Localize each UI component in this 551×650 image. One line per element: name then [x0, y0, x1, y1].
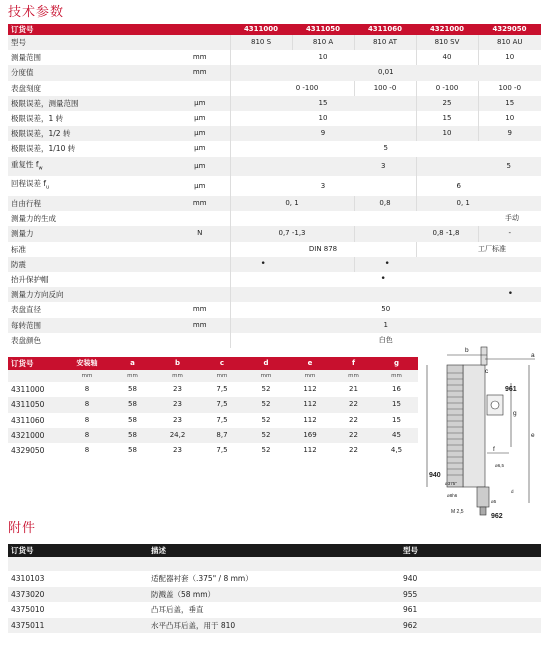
value-cell: 58: [128, 400, 137, 409]
order-number: 4321000: [11, 430, 45, 440]
table-row: [8, 126, 541, 141]
value-cell: 10: [230, 111, 416, 126]
svg-text:d: d: [511, 489, 514, 494]
svg-text:f: f: [493, 446, 495, 453]
unit-cell: [170, 287, 230, 302]
header-cell: 4321000: [416, 24, 478, 35]
header-cell: 安装轴: [64, 357, 110, 370]
table-row: [8, 382, 418, 397]
unit-cell: mm: [127, 373, 138, 379]
order-number: 4375010: [11, 605, 45, 614]
row-label: 极限误差，测量范围: [11, 98, 79, 108]
header-cell: 4311000: [230, 24, 292, 35]
model-cell: 810 SV: [416, 35, 478, 50]
value-cell: 169: [303, 430, 317, 439]
value-cell: 25: [416, 96, 478, 111]
table-row: [8, 602, 541, 618]
cell: [170, 35, 230, 50]
row-label: 每转范围: [11, 320, 41, 330]
value-cell: •: [230, 272, 541, 287]
value-cell: 10: [478, 111, 541, 126]
unit-cell: mm: [192, 305, 207, 314]
value-cell: 15: [478, 96, 541, 111]
value-cell: 0, 1: [416, 196, 541, 211]
svg-text:M 2,5: M 2,5: [451, 509, 464, 515]
unit-cell: µm: [194, 98, 206, 107]
row-label: 表盘颜色: [11, 335, 41, 345]
spec-table: [8, 24, 541, 348]
table-row: [8, 50, 541, 65]
order-number: 4373020: [11, 589, 45, 599]
value-cell: 22: [349, 415, 358, 424]
subscript: w: [38, 165, 43, 172]
value-cell: 16: [392, 385, 401, 393]
table-row: [8, 397, 418, 412]
row-label: 回程误差 $f_u$: [11, 179, 50, 191]
drawing-940-label: 940: [429, 472, 441, 479]
value-cell: 10: [478, 50, 541, 65]
value-cell: 5: [230, 141, 541, 156]
value-cell: 24,2: [169, 430, 186, 439]
table-row: [8, 443, 418, 458]
table-row: [8, 157, 541, 177]
unit-cell: mm: [192, 68, 207, 77]
value-cell: 3: [230, 176, 416, 196]
value-cell: 21: [349, 385, 358, 393]
table-row: [8, 226, 541, 241]
value-cell: 15: [416, 111, 478, 126]
value-cell: 52: [261, 430, 271, 439]
model-number: 961: [403, 605, 418, 614]
header-cell: 订货号: [8, 544, 148, 557]
dim-b-label: b: [465, 347, 469, 354]
row-label: 极限误差，1/2 转: [11, 129, 71, 139]
unit-cell: [170, 211, 230, 226]
unit-cell: mm: [304, 373, 316, 379]
value-cell: 15: [230, 96, 416, 111]
order-number: 4311000: [11, 385, 45, 394]
table-row: [8, 571, 541, 587]
order-number: 4311050: [11, 400, 45, 410]
value-cell: 6: [416, 176, 541, 196]
value-cell: 10: [416, 126, 478, 141]
header-cell: 订货号: [8, 357, 64, 370]
table-row: [8, 618, 541, 634]
value-cell: 0,8 -1,8: [354, 226, 478, 241]
unit-cell: [170, 257, 230, 272]
svg-text:ø8h6: ø8h6: [447, 493, 458, 498]
value-cell: 15: [392, 400, 401, 409]
row-label: 防震: [11, 259, 26, 269]
value-cell: 50: [230, 302, 541, 317]
row-label: 测量力的生成: [11, 214, 56, 224]
row-label: 测量范围: [11, 53, 41, 63]
value-cell: 10: [230, 50, 416, 65]
value-cell: 7,5: [216, 446, 228, 455]
value-cell: 100 -0: [478, 81, 541, 96]
header-cell: 描述: [148, 544, 400, 557]
description: 凸耳后盖，垂直: [151, 605, 204, 614]
header-cell: 型号: [400, 544, 541, 557]
value-cell: 0, 1: [230, 196, 354, 211]
header-cell: g: [375, 357, 418, 370]
drawing-961-label: 961: [505, 386, 517, 393]
value-cell: 40: [416, 50, 478, 65]
model-cell: 810 AU: [478, 35, 541, 50]
value-cell: 22: [349, 430, 358, 439]
model-cell: 810 AT: [354, 35, 416, 50]
header-cell: 4329050: [478, 24, 541, 35]
svg-text:a: a: [531, 352, 535, 359]
model-number: 940: [403, 574, 418, 583]
table-row: [8, 557, 541, 571]
unit-cell: mm: [192, 320, 207, 329]
order-number: 4311060: [11, 415, 45, 425]
table-row: [8, 211, 541, 226]
unit-cell: mm: [172, 373, 183, 379]
row-label: 重复性 $f_w$: [11, 159, 43, 172]
unit-cell: mm: [216, 373, 228, 379]
value-cell: 白色: [230, 333, 541, 348]
value-cell: 1: [230, 318, 541, 333]
unit-cell: N: [197, 229, 203, 238]
header-cell: b: [155, 357, 200, 370]
unit-cell: [170, 272, 230, 287]
row-label: 测量力方向反向: [11, 290, 64, 300]
table-row: [8, 302, 541, 317]
table-row: [8, 24, 541, 35]
value-cell: 45: [392, 430, 401, 439]
value-cell: 8,7: [216, 430, 228, 439]
svg-text:ø375": ø375": [445, 481, 457, 486]
tech-spec-title: 技术参数: [8, 5, 65, 20]
row-label: 表盘直径: [11, 305, 41, 315]
description: 适配器衬套（.375" / 8 mm）: [151, 574, 253, 583]
unit-cell: µm: [194, 181, 206, 190]
unit-cell: µm: [194, 129, 206, 138]
row-label: 极限误差，1/10 转: [11, 144, 76, 154]
table-row: [8, 544, 541, 557]
value-cell: 9: [230, 126, 416, 141]
description: 防溅盖（58 mm）: [151, 589, 216, 599]
value-cell: •: [230, 257, 354, 272]
dimension-drawing: [425, 343, 543, 521]
unit-cell: µm: [194, 144, 206, 153]
accessories-title: 附件: [8, 521, 37, 536]
value-cell: 52: [261, 446, 271, 455]
value-cell: 58: [128, 446, 137, 455]
value-cell: 23: [173, 446, 182, 455]
order-number: 4310103: [11, 574, 45, 583]
value-cell: 5: [416, 157, 541, 177]
value-cell: 4,5: [390, 446, 403, 455]
header-cell: 4311060: [354, 24, 416, 35]
unit-cell: [170, 242, 230, 257]
table-row: [8, 257, 541, 272]
value-cell: 0,7 -1,3: [230, 226, 354, 241]
value-cell: DIN 878: [230, 242, 416, 257]
header-cell: a: [110, 357, 155, 370]
value-cell: 8: [84, 415, 90, 424]
value-cell: 112: [303, 400, 317, 409]
unit-cell: µm: [194, 161, 206, 170]
row-label: 极限误差，1 转: [11, 114, 64, 124]
unit-cell: mm: [391, 373, 402, 379]
value-cell: -: [478, 226, 541, 241]
value-cell: 工厂标准: [416, 242, 541, 257]
unit-cell: µm: [194, 114, 206, 123]
dimensions-table: [8, 357, 418, 458]
header-cell: [170, 24, 230, 35]
value-cell: 112: [303, 385, 317, 393]
value-cell: 100 -0: [354, 81, 416, 96]
drawing-962-label: 962: [491, 513, 503, 520]
value-cell: 23: [173, 385, 182, 393]
cell: [8, 557, 541, 571]
unit-cell: [170, 81, 230, 96]
table-row: [8, 242, 541, 257]
table-row: [8, 428, 418, 443]
table-row: [8, 65, 541, 80]
value-cell: 7,5: [216, 385, 228, 393]
row-label: 表盘刻度: [11, 83, 41, 93]
value-cell: 0,01: [230, 65, 541, 80]
value-cell: 52: [261, 400, 271, 409]
svg-text:ø6,5: ø6,5: [495, 463, 505, 468]
value-cell: 8: [84, 400, 90, 409]
row-label: 测量力: [11, 229, 34, 239]
table-row: [8, 141, 541, 156]
value-cell: 3: [230, 157, 416, 177]
svg-text:g: g: [513, 410, 517, 417]
value-cell: •: [230, 287, 541, 302]
unit-cell: [170, 333, 230, 348]
value-cell: 52: [261, 415, 271, 424]
value-cell: 7,5: [216, 400, 228, 409]
header-cell: d: [244, 357, 288, 370]
unit-cell: [8, 370, 64, 382]
svg-text:e: e: [531, 432, 535, 439]
model-cell: 810 S: [230, 35, 292, 50]
header-cell: 4311050: [292, 24, 354, 35]
value-cell: 58: [128, 415, 137, 424]
value-cell: 22: [349, 446, 358, 455]
svg-text:ø5: ø5: [491, 499, 497, 504]
value-cell: 112: [303, 415, 317, 424]
value-cell: 52: [261, 385, 271, 393]
value-cell: 8: [84, 385, 90, 393]
table-row: [8, 196, 541, 211]
value-cell: 7,5: [216, 415, 228, 424]
value-cell: 58: [128, 385, 137, 393]
model-number: 962: [403, 620, 418, 630]
table-row: [8, 111, 541, 126]
table-row: [8, 81, 541, 96]
table-row: [8, 272, 541, 287]
svg-text:c: c: [485, 368, 489, 375]
unit-cell: mm: [192, 199, 207, 208]
value-cell: 22: [349, 400, 358, 409]
value-cell: •: [354, 257, 541, 272]
table-row: [8, 176, 541, 196]
value-cell: 23: [173, 415, 182, 424]
unit-cell: mm: [348, 373, 359, 379]
value-cell: 23: [173, 400, 182, 409]
model-number: 955: [403, 589, 418, 599]
row-label: 自由行程: [11, 199, 41, 209]
row-label: 抬升保护帽: [11, 275, 49, 285]
value-cell: 9: [478, 126, 541, 141]
row-label: 标准: [11, 244, 26, 254]
order-number: 4329050: [11, 446, 45, 456]
table-row: [8, 357, 418, 370]
subscript: u: [46, 184, 50, 191]
header-cell: 订货号: [8, 24, 170, 35]
table-row: [8, 370, 418, 382]
unit-cell: mm: [192, 53, 207, 62]
value-cell: 8: [84, 446, 90, 455]
value-cell: 112: [303, 446, 317, 455]
table-row: [8, 96, 541, 111]
value-cell: 8: [84, 430, 90, 439]
table-row: [8, 413, 418, 428]
value-cell: 手动: [230, 211, 541, 226]
unit-cell: mm: [260, 373, 272, 379]
description: 水平凸耳后盖，用于 810: [151, 620, 236, 630]
table-row: [8, 318, 541, 333]
value-cell: 0 -100: [230, 81, 354, 96]
value-cell: 58: [128, 430, 137, 439]
row-label: 分度值: [11, 68, 34, 78]
model-cell: 810 A: [292, 35, 354, 50]
header-cell: f: [332, 357, 375, 370]
table-row: [8, 35, 541, 50]
value-cell: 0 -100: [416, 81, 478, 96]
header-cell: e: [288, 357, 332, 370]
unit-cell: mm: [81, 373, 93, 379]
table-row: [8, 287, 541, 302]
header-cell: c: [200, 357, 244, 370]
order-number: 4375011: [11, 620, 45, 630]
value-cell: 15: [392, 415, 401, 424]
value-cell: 0,8: [354, 196, 416, 211]
row-label: 型号: [11, 38, 26, 47]
table-row: [8, 587, 541, 603]
accessories-table: [8, 544, 541, 633]
